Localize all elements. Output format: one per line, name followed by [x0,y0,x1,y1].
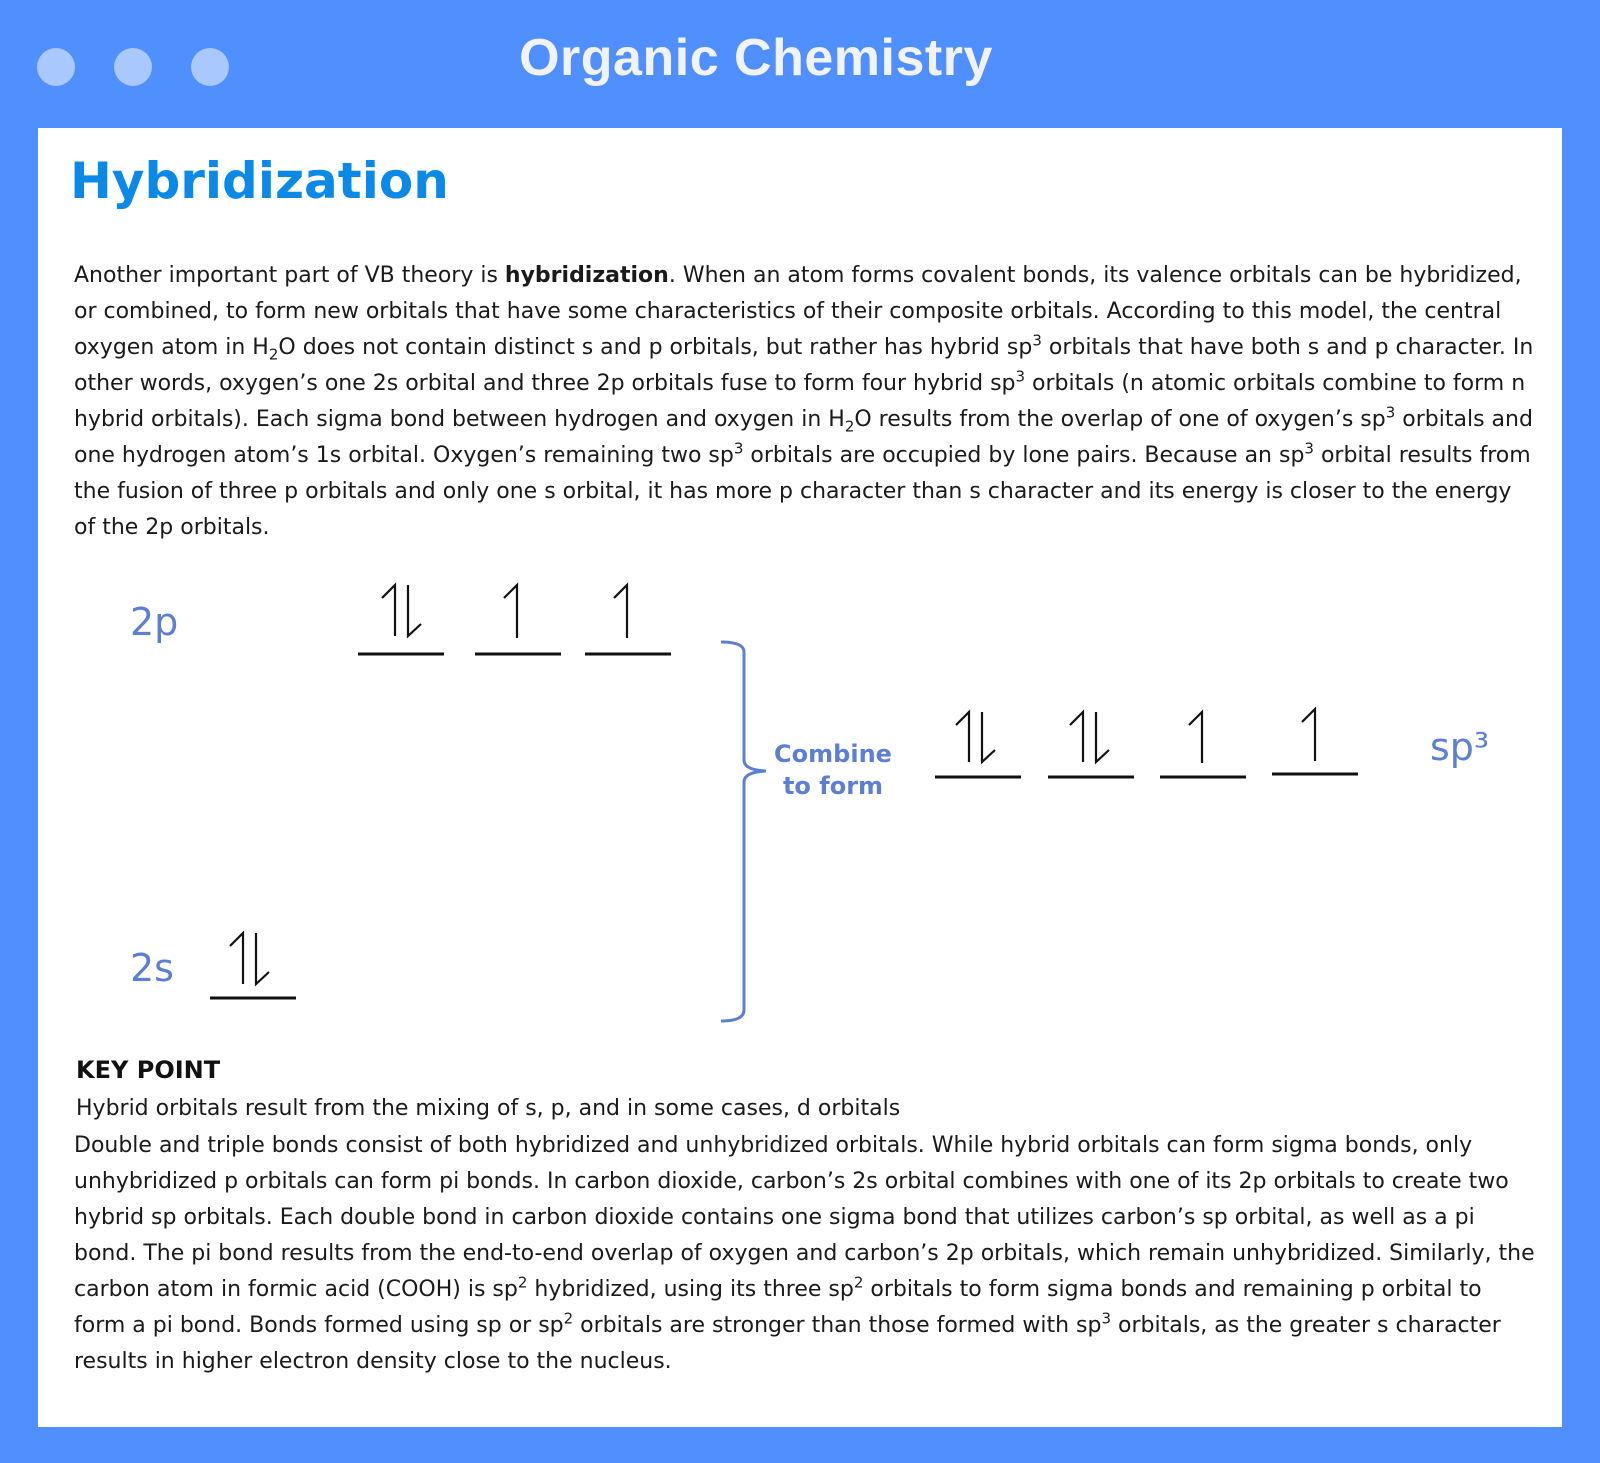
orbital-2s [210,933,296,998]
orbital-sp3-1 [935,712,1021,777]
orbital-sp3-2 [1048,712,1134,777]
key-point-text: Hybrid orbitals result from the mixing of s, p, and in some cases, d orbitals [76,1096,901,1121]
key-point-title: KEY POINT [76,1056,221,1084]
label-sp3: sp³ [1430,725,1490,769]
content-panel [38,128,1562,1427]
bonds-paragraph: Double and triple bonds consist of both hybridized and unhybridized orbitals. While hybrid orbitals can form sigma bonds, only unhybridized p orbitals can form pi bonds. In carbon dioxide, carbon’s 2s orbital combines with one of its 2p orbitals to create two hybrid sp orbitals. Each double bond in carbon dioxide contains one sigma bond that utilizes carbon’s sp orbital, as well as a pi bond. The pi bond results from the end-to-end overlap of oxygen and carbon’s 2p orbitals, which remain unhybridized. Similarly, the carbon atom in formic acid (COOH) is $sp^2$ hybridized, using its three $sp^2$ orbitals to form sigma bonds and remaining p orbital to form a pi bond. Bonds formed using sp or $sp^2$ orbitals are stronger than those formed with $sp^3$ orbitals, as the greater s character results in higher electron density close to the nucleus. [74,1133,1535,1374]
term-hybridization: hybridization [504,263,669,288]
combine-label: Combine to form [774,740,892,800]
combine-bracket [721,642,766,1021]
orbital-2p-3 [585,585,671,654]
page-title: Hybridization [70,152,449,210]
orbital-sp3-4 [1272,709,1358,774]
orbital-2p-1 [358,585,444,654]
window-title: Organic Chemistry [519,29,993,87]
intro-paragraph: Another important part of VB theory is hybridization. When an atom forms covalent bonds, its valence orbitals can be hybridized, or combined, to form new orbitals that have some characteristics of their composite orbitals. According to this model, the central oxygen atom in $H_2O$ does not contain distinct s and p orbitals, but rather has hybrid $sp^3$ orbitals that have both s and p character. In other words, oxygen’s one 2s orbital and three 2p orbitals fuse to form four hybrid $sp^3$ orbitals (n atomic orbitals combine to form n hybrid orbitals). Each sigma bond between hydrogen and oxygen in $H_2O$ results from the overlap of one of oxygen’s $sp^3$ orbitals and one hydrogen atom’s 1s orbital. Oxygen’s remaining two $sp^3$ orbitals are occupied by lone pairs. Because an $sp^3$ orbital results from the fusion of three p orbitals and only one s orbital, it has more p character than s character and its energy is closer to the energy of the 2p orbitals. [74,263,1534,540]
orbital-diagram [38,128,1562,1058]
label-2p: 2p [130,600,179,644]
orbital-sp3-3 [1160,712,1246,777]
orbital-2p-2 [475,585,561,654]
label-2s: 2s [130,946,174,990]
